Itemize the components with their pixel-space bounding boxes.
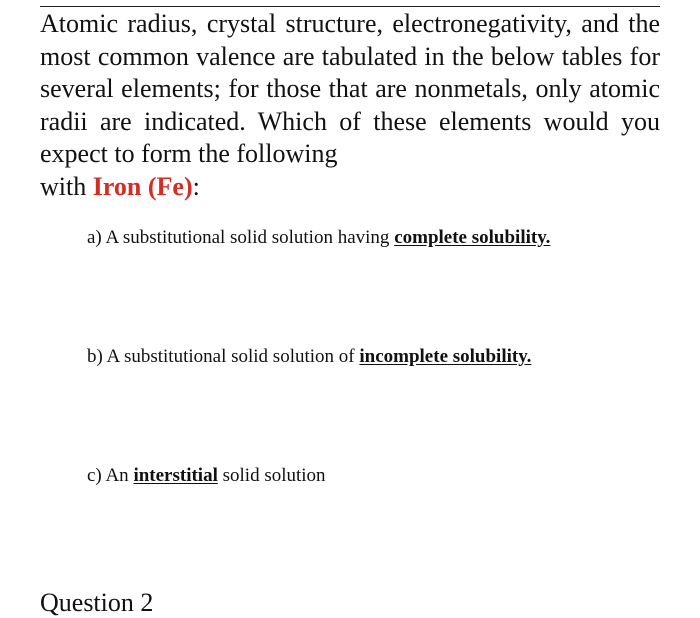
cut-off-heading-bottom-text: Question 2 xyxy=(40,588,154,617)
question-item-c xyxy=(87,464,326,488)
question-intro-last-line xyxy=(40,171,660,204)
item-c-suffix: solid solution xyxy=(217,465,326,486)
question-intro xyxy=(40,8,660,203)
element-iron: Iron (Fe) xyxy=(92,171,193,201)
item-a-prefix: a) A substitutional solid solution having xyxy=(87,227,395,248)
cut-off-heading-bottom xyxy=(40,588,180,617)
question-intro-colon: : xyxy=(192,171,200,201)
item-c-emphasis: interstitial xyxy=(133,465,218,486)
top-divider xyxy=(40,6,660,7)
item-a-emphasis: complete solubility. xyxy=(394,227,551,248)
item-b-prefix: b) A substitutional solid solution of xyxy=(87,346,360,367)
question-intro-text: Atomic radius, crystal structure, electronegativity, and the most common valence are tabulated in the below tables for several elements; for those that are nonmetals, only atomic radii are indicated. Which of these elements would you expect to form the following xyxy=(40,9,660,168)
question-item-a xyxy=(87,226,550,250)
question-item-b xyxy=(87,345,531,369)
question-intro-with: with xyxy=(40,171,87,201)
item-b-emphasis: incomplete solubility. xyxy=(359,346,532,367)
item-c-prefix: c) An xyxy=(87,465,134,486)
